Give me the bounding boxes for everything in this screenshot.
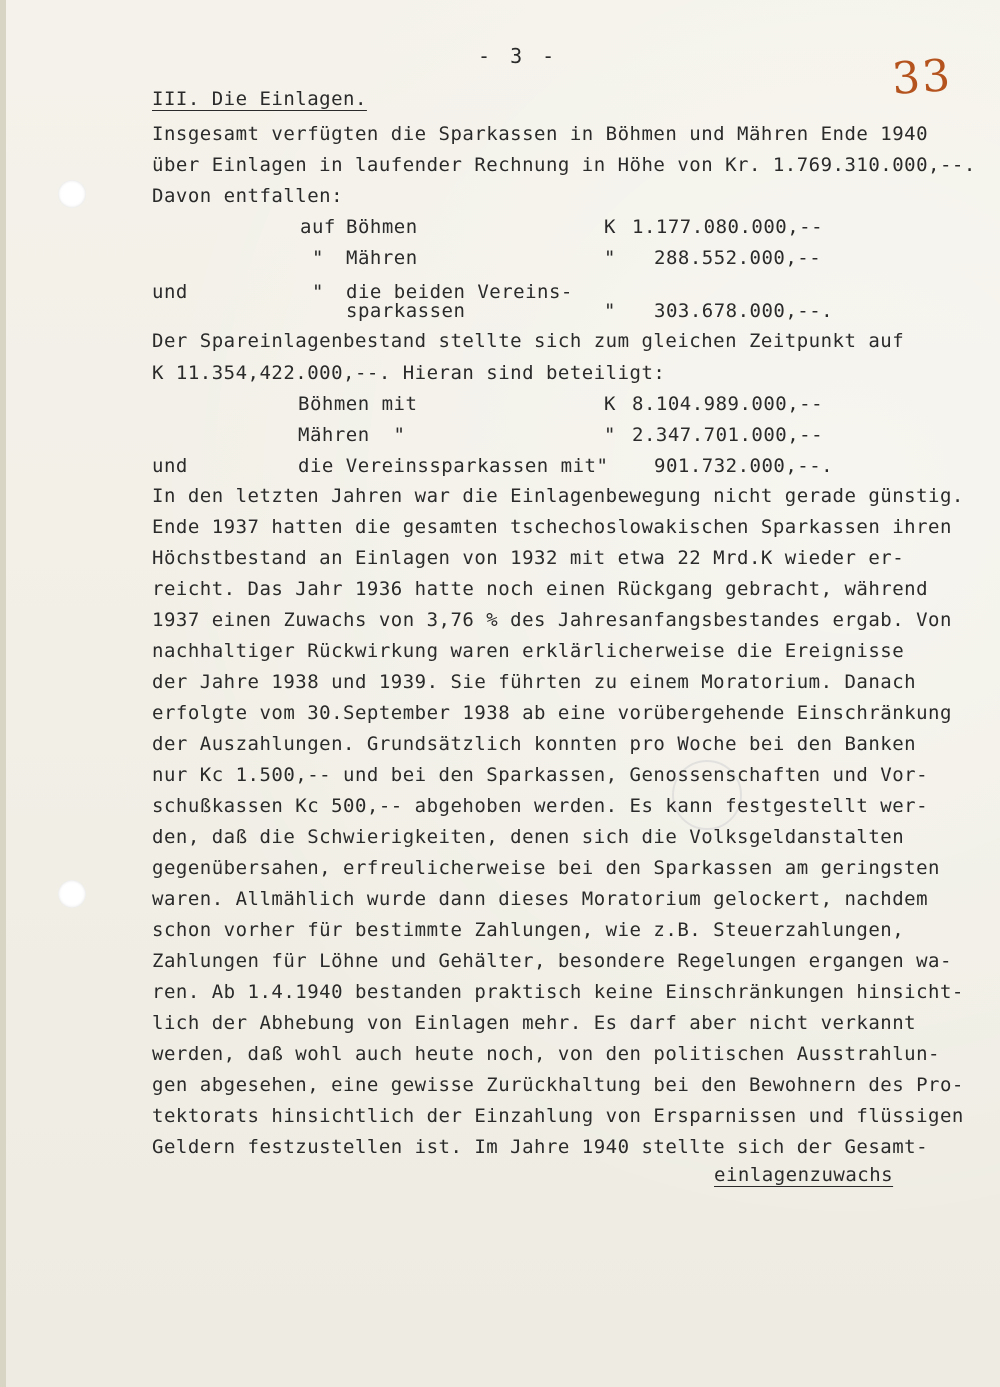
table1-label: sparkassen [346, 300, 466, 322]
text-line: Zahlungen für Löhne und Gehälter, besondere Regelungen ergangen wa- [152, 950, 952, 972]
text-line: Höchstbestand an Einlagen von 1932 mit etwa 22 Mrd.K wieder er- [152, 547, 905, 569]
folio-mark: 33 [890, 49, 954, 106]
text-line: Davon entfallen: [152, 185, 344, 207]
table1-ditto: auf [300, 216, 336, 238]
table2-value: 901.732.000,--. [654, 455, 834, 477]
punch-hole [58, 880, 86, 908]
table2-prefix: und [152, 455, 188, 477]
text-line: 1937 einen Zuwachs von 3,76 % des Jahresanfangsbestandes ergab. Von [152, 609, 952, 631]
text-line: K 11.354,422.000,--. Hieran sind beteiligt: [152, 362, 666, 384]
text-line: nachhaltiger Rückwirkung waren erklärlicherweise die Ereignisse [152, 640, 905, 662]
table1-currency: K [604, 216, 616, 238]
punch-hole [58, 180, 86, 208]
text-line: tektorats hinsichtlich der Einzahlung von Ersparnissen und flüssigen [152, 1105, 964, 1127]
section-heading: III. Die Einlagen. [152, 88, 367, 110]
text-line: waren. Allmählich wurde dann dieses Moratorium gelockert, nachdem [152, 888, 929, 910]
text-line: Insgesamt verfügten die Sparkassen in Böhmen und Mähren Ende 1940 [152, 123, 929, 145]
table2-currency: K [604, 393, 616, 415]
table1-currency: " [604, 300, 616, 322]
text-line: den, daß die Schwierigkeiten, denen sich die Volksgeldanstalten [152, 826, 905, 848]
text-line: der Jahre 1938 und 1939. Sie führten zu einem Moratorium. Danach [152, 671, 917, 693]
text-line: ren. Ab 1.4.1940 bestanden praktisch keine Einschränkungen hinsicht- [152, 981, 964, 1003]
table1-ditto: " [312, 247, 324, 269]
page-number: - 3 - [478, 44, 559, 68]
text-line: über Einlagen in laufender Rechnung in Höhe von Kr. 1.769.310.000,--. [152, 154, 976, 176]
table2-label: Mähren " [298, 424, 406, 446]
table2-label: Böhmen mit [298, 393, 418, 415]
text-line: nur Kc 1.500,-- und bei den Sparkassen, Genossenschaften und Vor- [152, 764, 929, 786]
paper-edge [0, 0, 6, 1387]
text-line: gegenübersahen, erfreulicherweise bei den Sparkassen am geringsten [152, 857, 940, 879]
table1-currency: " [604, 247, 616, 269]
table1-prefix: und [152, 281, 188, 303]
table1-ditto: " [312, 281, 324, 303]
text-line: Geldern festzustellen ist. Im Jahre 1940 stellte sich der Gesamt- [152, 1136, 929, 1158]
text-line: der Auszahlungen. Grundsätzlich konnten pro Woche bei den Banken [152, 733, 917, 755]
text-line: reicht. Das Jahr 1936 hatte noch einen Rückgang gebracht, während [152, 578, 929, 600]
text-line: In den letzten Jahren war die Einlagenbewegung nicht gerade günstig. [152, 485, 964, 507]
table2-value: 8.104.989.000,-- [632, 393, 824, 415]
text-line: Der Spareinlagenbestand stellte sich zum gleichen Zeitpunkt auf [152, 330, 905, 352]
catchword: einlagenzuwachs [714, 1164, 894, 1186]
table1-value: 303.678.000,--. [654, 300, 834, 322]
text-line: erfolgte vom 30.September 1938 ab eine vorübergehende Einschränkung [152, 702, 952, 724]
table2-label: die Vereinssparkassen mit" [298, 455, 609, 477]
table1-value: 1.177.080.000,-- [632, 216, 824, 238]
text-line: lich der Abhebung von Einlagen mehr. Es darf aber nicht verkannt [152, 1012, 917, 1034]
table1-label: Mähren [346, 247, 418, 269]
text-line: gen abgesehen, eine gewisse Zurückhaltung bei den Bewohnern des Pro- [152, 1074, 964, 1096]
text-line: schon vorher für bestimmte Zahlungen, wie z.B. Steuerzahlungen, [152, 919, 905, 941]
text-line: werden, daß wohl auch heute noch, von den politischen Ausstrahlun- [152, 1043, 940, 1065]
table1-value: 288.552.000,-- [654, 247, 822, 269]
table1-label: die beiden Vereins- [346, 281, 573, 303]
text-line: Ende 1937 hatten die gesamten tschechoslowakischen Sparkassen ihren [152, 516, 952, 538]
table2-value: 2.347.701.000,-- [632, 424, 824, 446]
table1-label: Böhmen [346, 216, 418, 238]
text-line: schußkassen Kc 500,-- abgehoben werden. Es kann festgestellt wer- [152, 795, 929, 817]
table2-currency: " [604, 424, 616, 446]
